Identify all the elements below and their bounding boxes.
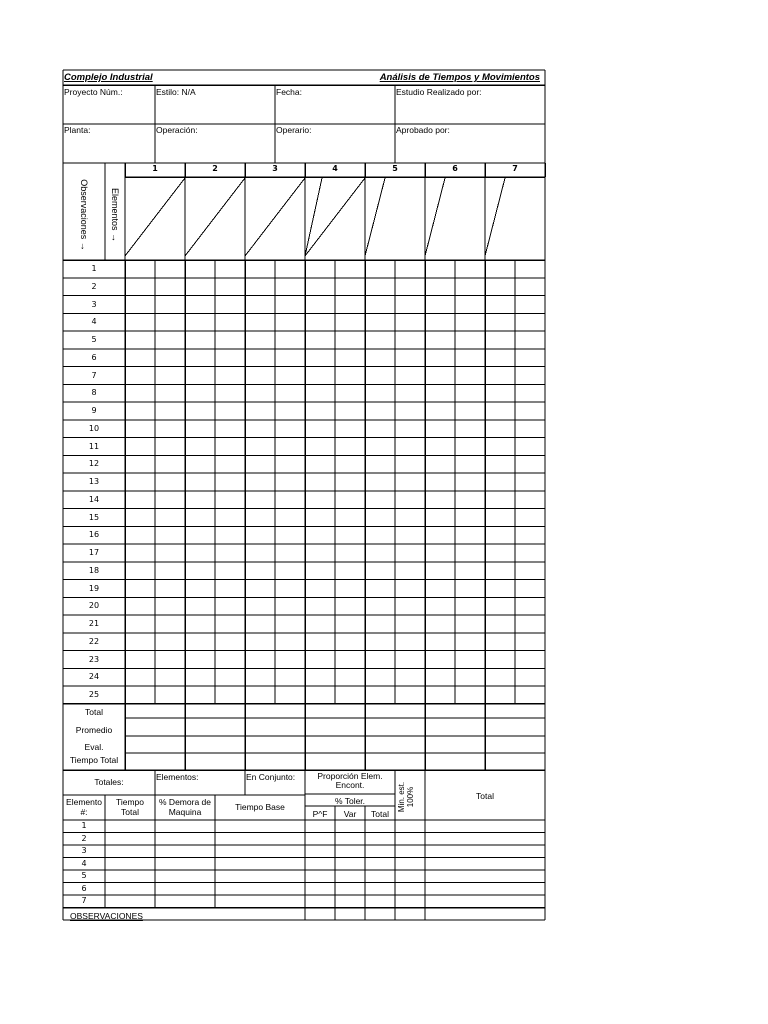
observation-row-number: 16 — [88, 530, 100, 540]
observation-row-number: 12 — [88, 459, 100, 469]
diagonal-line — [425, 178, 445, 256]
element-number-7: 7 — [512, 164, 518, 173]
element-number-3: 3 — [272, 164, 278, 173]
col-machine-delay: % Demora de Maquina — [159, 797, 211, 817]
observation-row-number: 9 — [91, 406, 97, 415]
operation-label: Operación: — [156, 125, 198, 135]
summary-elements-label: Elementos: — [156, 772, 199, 782]
plant-label: Planta: — [64, 125, 91, 135]
element-number-2: 2 — [212, 164, 218, 173]
summary-element-row-number: 6 — [81, 883, 87, 893]
element-number-6: 6 — [452, 164, 458, 173]
totals-label: Totales: — [94, 777, 124, 787]
col-tot: Total — [371, 809, 389, 819]
eval-row-label: Eval. — [84, 742, 104, 752]
observation-row-number: 5 — [91, 335, 97, 344]
element-number-5: 5 — [392, 164, 398, 173]
observation-row-number: 1 — [91, 264, 97, 273]
operator-label: Operario: — [276, 125, 312, 135]
observation-row-number: 10 — [88, 423, 100, 433]
study-by-label: Estudio Realizado por: — [396, 87, 482, 97]
observation-row-number: 15 — [88, 512, 100, 522]
observation-row-number: 20 — [88, 601, 100, 611]
diagonal-line — [245, 178, 305, 256]
col-var: Var — [343, 809, 357, 819]
observations-footer-label: OBSERVACIONES — [70, 911, 143, 921]
observations-axis-label: Observaciones → — [79, 179, 89, 251]
col-total-time: Tiempo Total — [115, 797, 145, 817]
elements-axis-label: Elementos → — [110, 187, 120, 243]
observation-row-number: 2 — [91, 281, 97, 291]
project-number-label: Proyecto Núm.: — [64, 87, 123, 97]
col-base-time: Tiempo Base — [235, 802, 285, 812]
observation-row-number: 19 — [88, 583, 100, 593]
total-row-label: Total — [85, 707, 103, 717]
company-name: Complejo Industrial — [64, 72, 153, 83]
style-label: Estilo: N/A — [156, 87, 196, 97]
summary-element-row-number: 1 — [81, 821, 87, 830]
min-est-label: Min. est. 100% — [397, 781, 415, 813]
observation-row-number: 23 — [88, 654, 100, 664]
observation-row-number: 24 — [88, 672, 100, 682]
summary-element-row-number: 3 — [81, 846, 87, 855]
diagonal-line — [485, 178, 505, 256]
observation-row-number: 21 — [88, 619, 100, 628]
observation-row-number: 7 — [91, 370, 97, 380]
total-time-row-label: Tiempo Total — [69, 755, 119, 765]
observation-row-number: 17 — [88, 548, 100, 557]
average-row-label: Promedio — [75, 725, 113, 735]
summary-element-row-number: 4 — [81, 858, 87, 868]
observation-row-number: 8 — [91, 388, 97, 398]
form-title: Análisis de Tiempos y Movimientos — [379, 72, 540, 83]
element-number-1: 1 — [152, 164, 158, 173]
observation-row-number: 18 — [88, 565, 100, 575]
date-label: Fecha: — [276, 87, 302, 97]
observation-row-number: 22 — [88, 636, 100, 646]
summary-total-label: Total — [476, 791, 494, 801]
diagonal-line — [185, 178, 245, 256]
col-pf: P^F — [312, 809, 328, 819]
observation-row-number: 25 — [88, 690, 100, 699]
proportion-label: Proporción Elem. Encont. — [317, 771, 383, 790]
observation-row-number: 6 — [91, 352, 97, 362]
approved-by-label: Aprobado por: — [396, 125, 450, 135]
tolerance-label: % Toler. — [334, 796, 366, 806]
diagonal-line — [365, 178, 385, 256]
observation-row-number: 14 — [88, 494, 100, 504]
summary-element-row-number: 2 — [81, 833, 87, 843]
element-number-4: 4 — [332, 164, 338, 173]
col-element-number: Elemento #: — [66, 797, 102, 817]
observation-row-number: 11 — [88, 441, 100, 451]
observation-row-number: 13 — [88, 477, 100, 486]
diagonal-line — [125, 178, 185, 256]
observation-row-number: 4 — [91, 317, 97, 327]
summary-element-row-number: 5 — [81, 871, 87, 880]
together-label: En Conjunto: — [246, 772, 296, 782]
observation-row-number: 3 — [91, 299, 97, 309]
summary-element-row-number: 7 — [81, 896, 87, 905]
